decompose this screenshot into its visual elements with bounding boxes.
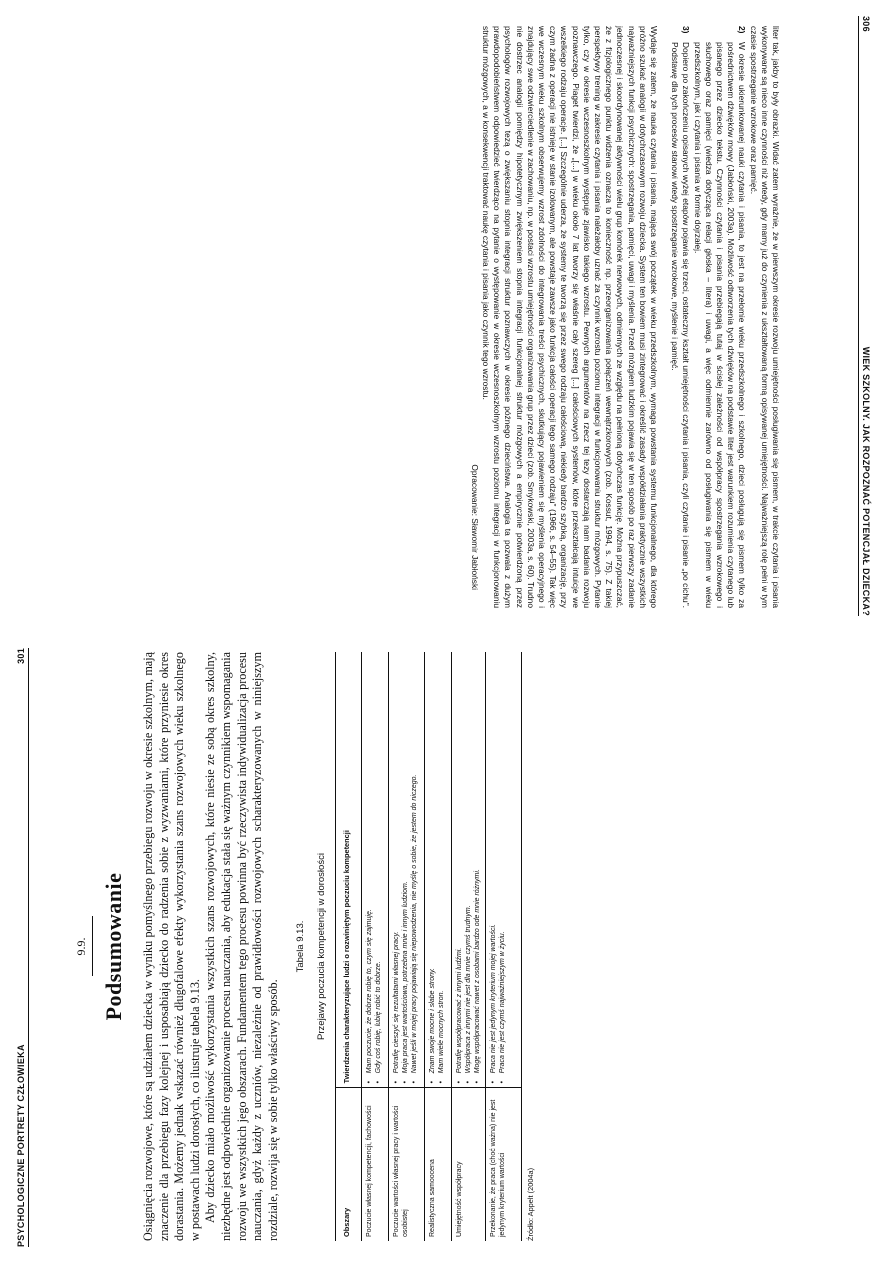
page-number-301: 301 <box>16 648 26 664</box>
right-page-scan <box>0 632 893 1263</box>
section-rule <box>92 917 93 977</box>
summary-paragraph-2: Aby dziecko miało możliwość wykorzystania wszystkich szans rozwojowych, które niesie ze sobą okres szkolny, niezbędne jest odpowiednie organizowanie procesu nauczania, aby edukacja stała się ważnym czynnikiem wspomagania rozwoju we wszystkich jego obszarach. Fundamentem tego procesu powinna być rzeczywista indywidualizacja procesu nauczania, gdyż każdy z uczniów, niezależnie od prawidłowości rozwojowych scharakteryzowanych w niniejszym rozdziale, rozwija się w sobie tylko właściwy sposób. <box>203 652 280 1241</box>
list-number: 3) <box>681 26 692 34</box>
statement: Gdy coś robię, lubię robić to dobrze. <box>375 961 383 1074</box>
table-header-row <box>336 652 362 1241</box>
statements-cell: • Potrafię cieszyć się rezultatami własnej pracy. • Moja praca jest wartościowa, potrzebna mnie i innym ludziom. • Nawet jeśli w mojej pracy pojawiają się niepowodzenia, nie myślę o sobie, że jestem do niczego. <box>389 652 425 1088</box>
table-title: Przejawy poczucia kompetencji w dorosłości <box>316 853 328 1040</box>
table-row <box>452 652 486 1241</box>
column-header-statements: Twierdzenia charakteryzujące ludzi o rozwiniętym poczuciu kompetencji <box>336 652 362 1088</box>
section-number: 9.9. <box>74 937 88 956</box>
author-signature: Opracowanie: Sławomir Jabłoński <box>469 464 480 590</box>
statements-cell: • Mam poczucie, że dobrze robię to, czym się zajmuję. • Gdy coś robię, lubię robić to dobrze. <box>362 652 389 1088</box>
statement: Mam wiele mocnych stron. <box>438 990 446 1074</box>
statement: Potrafię cieszyć się rezultatami własnej pracy. <box>393 931 401 1074</box>
statements-cell: • Praca nie jest jedynym kryterium mojej wartości. • Praca nie jest czymś najważniejszym w życiu. <box>486 652 522 1088</box>
list-item <box>669 26 691 608</box>
statement: Mogę współpracować nawet z osobami bardzo ode mnie różnymi. <box>474 869 482 1074</box>
statement: Współpraca z innymi nie jest dla mnie czymś trudnym. <box>465 905 473 1074</box>
area-cell: Przekonanie, że praca (choć ważna) nie jest jedynym kryterium wartości <box>486 1088 522 1241</box>
list-number: 2) <box>737 26 748 34</box>
statement: Znam swoje mocne i słabe strony. <box>429 968 437 1074</box>
table-source: Źródło: Appelt (2004a) <box>526 1167 536 1241</box>
area-cell: Realistyczna samoocena <box>425 1088 452 1241</box>
section-title: Podsumowanie <box>101 872 126 1021</box>
area-cell: Poczucie wartości własnej pracy i wartości osobistej <box>389 1088 425 1241</box>
column-header-areas: Obszary <box>336 1088 362 1241</box>
statement: Nawet jeśli w mojej pracy pojawiają się niepowodzenia, nie myślę o sobie, że jestem do niczego. <box>411 774 419 1074</box>
page-number-306: 306 <box>861 16 871 32</box>
statements-cell: • Znam swoje mocne i słabe strony. • Mam wiele mocnych stron. <box>425 652 452 1088</box>
running-title-left: WIEK SZKOLNY. JAK ROZPOZNAĆ POTENCJAŁ DZIECKA? <box>861 346 871 616</box>
table-row <box>425 652 452 1241</box>
right-page-body <box>70 652 535 1241</box>
table-row <box>486 652 522 1241</box>
table-label: Tabela 9.13. <box>295 920 307 973</box>
table-row <box>362 652 389 1241</box>
list-item <box>691 26 747 608</box>
intro-paragraph: liter tak, jakby to były obrazki. Widać zatem wyraźnie, że w pierwszym okresie rozwoju umiejętności posługiwania się pismem, w trakcie czytania i pisania wykonywane są nieco inne czynności niż wtedy, gdy mamy już do czynienia z ukształtowaną formą opisywanej umiejętności. Najważniejszą rolę pełni w tym czasie spostrzeganie wzrokowe oraz pamięć. <box>748 26 781 608</box>
statement: Mam poczucie, że dobrze robię to, czym się zajmuję. <box>366 909 374 1074</box>
table-row <box>389 652 425 1241</box>
statement: Praca nie jest jedynym kryterium mojej wartości. <box>490 923 498 1074</box>
competence-table <box>335 652 522 1241</box>
running-header-right <box>8 648 29 1247</box>
statement: Potrafię współpracować z innymi ludźmi. <box>456 947 464 1074</box>
page-301 <box>0 632 893 1263</box>
statement: Praca nie jest czymś najważniejszym w życiu. <box>499 931 507 1074</box>
stage-list <box>669 26 747 608</box>
main-paragraph: Wydaje się zatem, że nauka czytania i pisania, mająca swój początek w wieku przedszkolnym, wymaga powstania systemu funkcjonalnego, dla którego próżno szukać analogii w dotychczasowym rozwoju dziecka. System ten bowiem musi zintegrować i określić zasady współdziałania praktycznie wszystkich najważniejszych funkcji psychicznych: spostrzegania, pamięci, uwagi i myślenia. Przed mózgiem ludzkim pojawia się w ten sposób po raz pierwszy zadanie jednoczesnej i skoordynowanej aktywności wielu grup komórek nerwowych, odmiennych ze względu na pełnioną dotychczas funkcję. Można przypuszczać, że z fizjologicznego punktu widzenia oznacza to konieczność np. przeorganizowania połączeń wewnątrzkorowych (zob. Kossut, 1994, s. 75). Z takiej perspektywy trening w zakresie czytania i pisania należałoby uznać za czynnik wzrostu poziomu integracji w funkcjonowaniu struktur mózgowych. Pytanie tylko, czy w okresie wczesnoszkolnym występuje zjawisko takiego wzrostu. Pewnych argumentów na rzecz tej tezy dostarczają nam badania rozwoju poznawczego. Piaget twierdzi, że „[...] w wieku około 7 lat tworzy się właśnie cały szereg [...] całościowych systemów, które przekształcają intuicje we wszelkiego rodzaju operacje. [...] Szczególnie uderza, że systemy te tworzą się przez swego rodzaju całościową, niekiedy bardzo szybką, organizację, przy czym żadna z operacji nie istnieje w stanie izolowanym, ale powstaje zawsze jako funkcja całości operacji tego samego rodzaju" (1966, s. 54–55). Tak więc we wczesnym wieku szkolnym obserwujemy wzrost zdolności do integrowania treści psychicznych, skutkujący pojawieniem się myślenia operacyjnego i znajdujący swe odzwierciedlenie w zachowaniu, np. w postaci wzrostu umiejętności organizowania grup przez dzieci (zob. Smykowski, 2003a, s. 60). Trudno nie dostrzec analogii pomiędzy hipotetycznym zwiększeniem stopnia integracji funkcjonalnej struktur mózgowych a empirycznie potwierdzoną przez psychologów rozwojowych tezą o zwiększaniu stopnia integracji struktur poznawczych w okresie późnego dzieciństwa. Analogia ta pozwala z dużym prawdopodobieństwem odpowiedzieć twierdząco na pytanie o występowanie w okresie wczesnoszkolnym wzrostu poziomu integracji w funkcjonowaniu struktur mózgowych, a w konsekwencji traktować naukę czytania i pisania jako czynnik tego wzrostu. <box>480 26 659 608</box>
left-page-body <box>469 26 781 608</box>
running-title-right: PSYCHOLOGICZNE PORTRETY CZŁOWIEKA <box>16 1044 26 1247</box>
running-header-left <box>858 16 879 616</box>
area-cell: Umiejętność współpracy <box>452 1088 486 1241</box>
area-cell: Poczucie własnej kompetencji, fachowości <box>362 1088 389 1241</box>
statement: Moja praca jest wartościowa, potrzebna mnie i innym ludziom. <box>402 881 410 1074</box>
statements-cell: • Potrafię współpracować z innymi ludźmi. • Współpraca z innymi nie jest dla mnie czymś trudnym. • Mogę współpracować nawet z osobami bardzo ode mnie różnymi. <box>452 652 486 1088</box>
list-text: W okresie ukierunkowanej nauki czytania i pisania, to jest na przełomie wieku przedszkolnego i szkolnego, dzieci posługują się pismem tylko za pośrednictwem dźwięków mowy (Jabłoński, 2003a). Możliwość odtworzenia tych dźwięków na podstawie liter jest warunkiem rozumienia czytanego lub pisanego przez dziecko tekstu. Czynności czytania i pisania przebiegają tutaj w ścisłej zależności od współpracy spostrzegania wzrokowego i słuchowego oraz pamięci (wiedza dotycząca relacji głoska – litera) i uwagi, a więc odmiennie zarówno od posługiwania się pismem w wieku przedszkolnym, jak i czytania i pisania w formie dojrzałej. <box>692 42 748 608</box>
list-text: Dopiero po zakończeniu opisanych wyżej etapów pojawia się trzeci, ostateczny kształt umiejętności czytania i pisania, czyli czytanie i pisanie „po cichu". Podstawę dla tych procesów stanowi wtedy spostrzeganie wzrokowe, myślenie i pamięć. <box>670 42 692 608</box>
summary-paragraph-1: Osiągnięcia rozwojowe, które są udziałem dziecka w wyniku pomyślnego przebiegu rozwoju w okresie szkolnym, mają znaczenie dla przebiegu fazy kolejnej i usposabiają dziecko do radzenia sobie z wyzwaniami, które przyniesie okres dorastania. Możemy jednak wskazać również długofalowe efekty wykorzystania szans rozwojowych wieku szkolnego w postawach ludzi dorosłych, co ilustruje tabela 9.13. <box>141 652 202 1241</box>
